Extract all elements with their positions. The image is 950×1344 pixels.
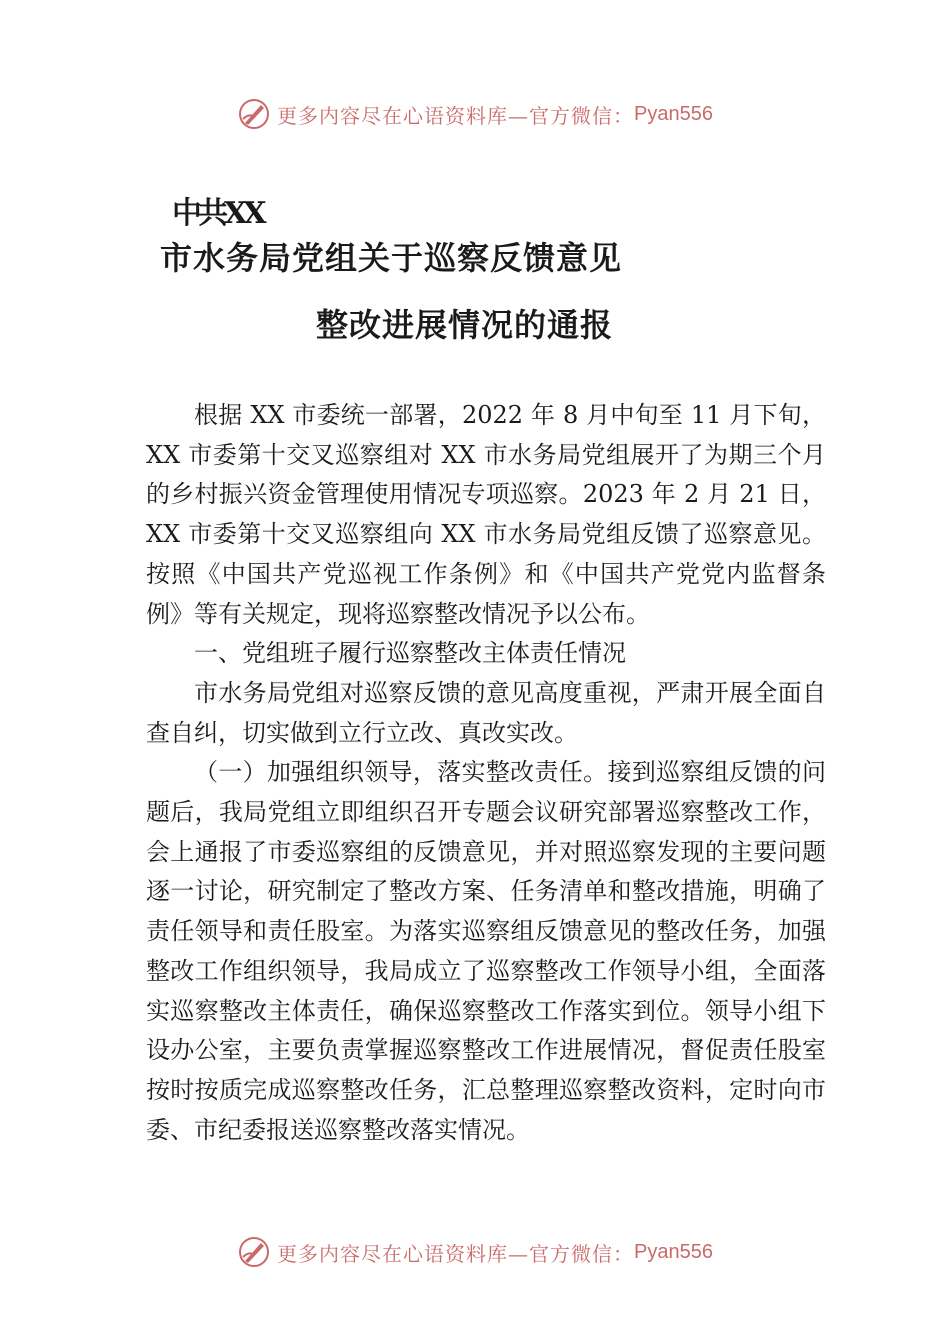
watermark-text: 更多内容尽在心语资料库—官方微信： — [277, 103, 635, 128]
watermark-wechat-id: Pyan556 — [634, 102, 713, 125]
watermark-wechat-id: Pyan556 — [634, 1240, 713, 1263]
watermark-bottom — [0, 1232, 950, 1272]
paragraph-subsection-1: （一）加强组织领导，落实整改责任。接到巡察组反馈的问题后，我局党组立即组织召开专题会议研究部署巡察整改工作，会上通报了市委巡察组的反馈意见，并对照巡察发现的主要问题逐一讨论，研究制定了整改方案、任务清单和整改措施，明确了责任领导和责任股室。为落实巡察组反馈意见的整改任务，加强整改工作组织领导，我局成立了巡察整改工作领导小组，全面落实巡察整改主体责任，确保巡察整改工作落实到位。领导小组下设办公室，主要负责掌握巡察整改工作进展情况，督促责任股室按时按质完成巡察整改任务，汇总整理巡察整改资料，定时向市委、市纪委报送巡察整改落实情况。 — [146, 758, 826, 1144]
document-body — [146, 396, 826, 1150]
title-line-2: 整改进展情况的通报 — [316, 306, 614, 344]
section-heading-1: 一、党组班子履行巡察整改主体责任情况 — [194, 639, 626, 668]
pen-logo-icon — [237, 97, 271, 131]
paragraph-section-1-intro: 市水务局党组对巡察反馈的意见高度重视，严肃开展全面自查自纠，切实做到立行立改、真改实改。 — [146, 678, 826, 747]
watermark-top — [0, 94, 950, 134]
paragraph-intro: 根据 XX 市委统一部署，2022 年 8 月中旬至 11 月下旬，XX 市委第十交叉巡察组对 XX 市水务局党组展开了为期三个月的乡村振兴资金管理使用情况专项巡察。2023 年 2 月 21 日，XX 市委第十交叉巡察组向 XX 市水务局党组反馈了巡察意见。按照《中国共产党巡视工作条例》和《中国共产党党内监督条例》等有关规定，现将巡察整改情况予以公布。 — [146, 401, 826, 628]
watermark-text: 更多内容尽在心语资料库—官方微信： — [277, 1241, 635, 1266]
pen-logo-icon — [237, 1235, 271, 1269]
title-line-1: 市水务局党组关于巡察反馈意见 — [160, 239, 623, 277]
header-stamp-text: 中共XX — [172, 196, 263, 231]
